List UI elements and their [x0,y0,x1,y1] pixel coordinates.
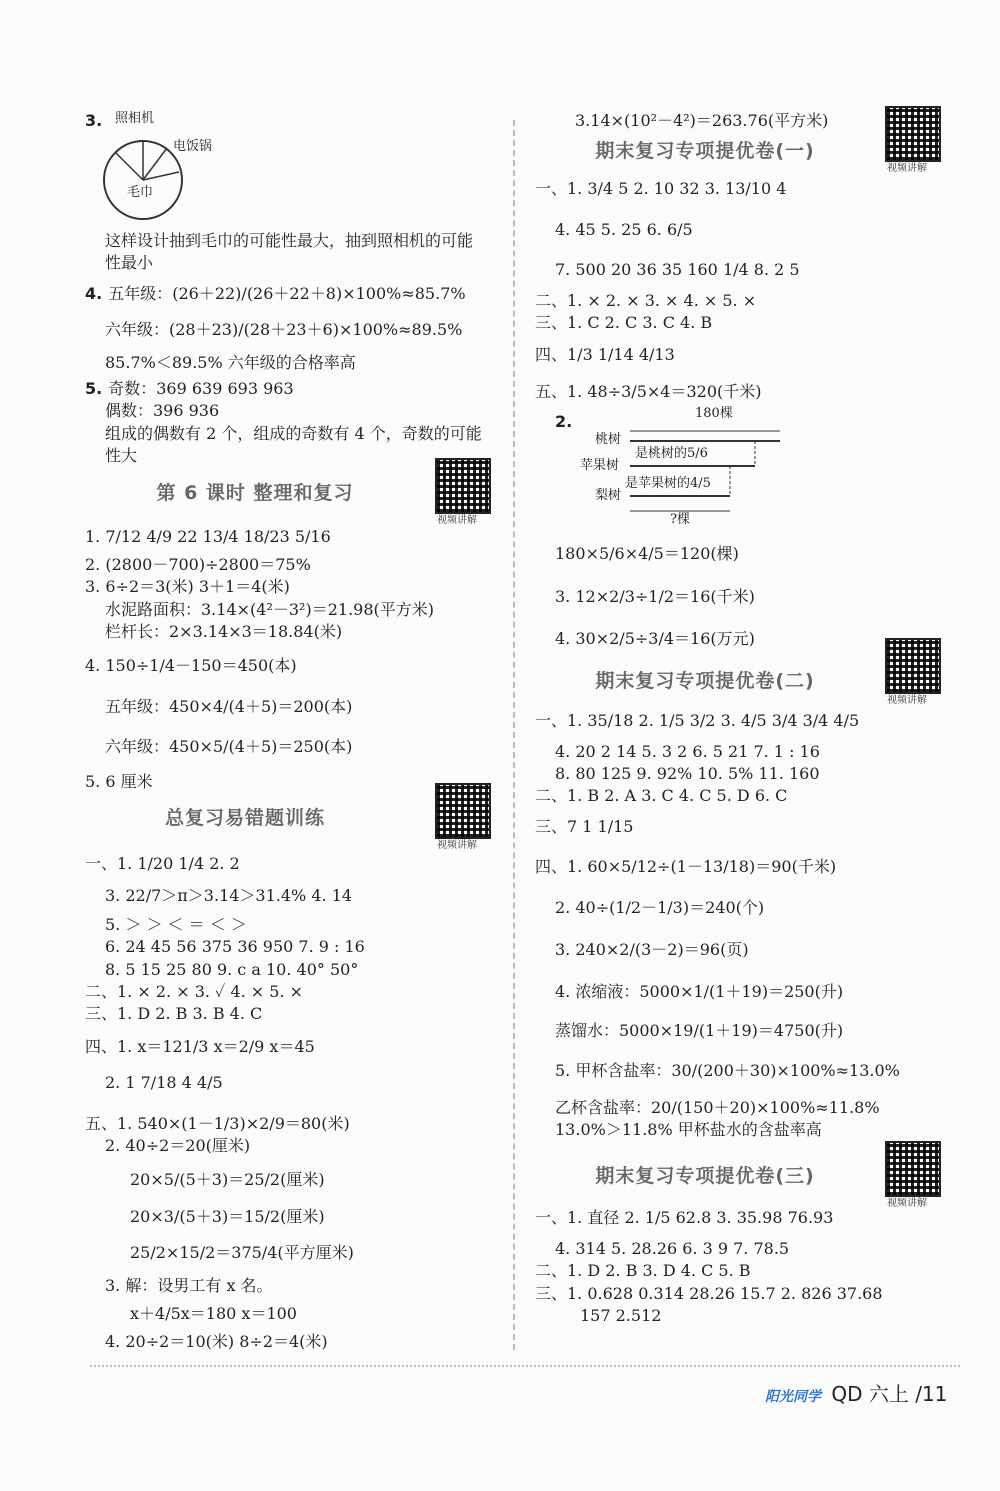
qr-code-exam1[interactable] [885,106,941,162]
exam2-s4-q1: 四、1. 60×5/12÷(1－13/18)＝90(千米) [535,857,837,877]
diagram-pear-label: 梨树 [595,488,622,504]
exam3-s1-q4: 4. 314 5. 28.26 6. 3 9 7. 78.5 [555,1238,790,1258]
exam3-s3b: 157 2.512 [580,1305,662,1325]
qr-code-exam3[interactable] [885,1141,941,1197]
lesson6-q4a: 4. 150÷1/4－150＝450(本) [85,656,297,676]
exam1-s5-q1: 五、1. 48÷3/5×4＝320(千米) [535,381,762,401]
qr-code-review[interactable] [435,783,491,839]
qr-label-exam1: 视频讲解 [887,163,927,175]
probability-pie-chart [103,140,183,220]
exam1-s1-q4: 4. 45 5. 25 6. 6/5 [555,219,693,239]
lesson6-q4c: 六年级：450×5/(4＋5)＝250(本) [105,737,353,757]
lesson6-title: 第 6 课时 整理和复习 [156,481,354,504]
review-s5-q2a: 2. 40÷2＝20(厘米) [105,1135,251,1155]
lesson6-q4b: 五年级：450×4/(4＋5)＝200(本) [105,696,353,716]
exam1-s4: 四、1/3 1/14 4/13 [535,345,675,365]
q5-number: 5. [85,378,103,398]
q5-line-1 [85,378,505,400]
exam2-s1-q4: 4. 20 2 14 5. 3 2 6. 5 21 7. 1 : 16 [555,741,820,761]
exam3-s2: 二、1. D 2. B 3. D 4. C 5. B [535,1261,751,1281]
exam1-s5-q3: 3. 12×2/3÷1/2＝16(千米) [555,586,755,606]
q4-line-3: 85.7%＜89.5% 六年级的合格率高 [105,352,356,372]
q3-block [85,110,505,230]
review-s5-q1: 五、1. 540×(1－1/3)×2/9＝80(米) [85,1113,350,1133]
exam1-s3: 三、1. C 2. C 3. C 4. B [535,312,713,332]
right-column [535,110,955,1327]
q5-line-2: 偶数：396 936 [105,401,220,421]
lesson6-q3c: 栏杆长：2×3.14×3＝18.84(米) [105,622,343,642]
qr-code-lesson6[interactable] [435,458,491,514]
diagram-note1: 是桃树的5/6 [635,446,708,462]
exam1-s2: 二、1. × 2. × 3. × 4. × 5. × [535,290,757,310]
lesson6-q3b: 水泥路面积：3.14×(4²－3²)＝21.98(平方米) [105,599,434,619]
exam2-s4-q4b: 蒸馏水：5000×19/(1＋19)＝4750(升) [555,1020,844,1040]
q5-line-4: 性大 [105,446,138,466]
q5-line-3: 组成的偶数有 2 个，组成的奇数有 4 个，奇数的可能 [105,423,482,443]
exam1-s1-q1: 一、1. 3/4 5 2. 10 32 3. 13/10 4 [535,179,787,199]
exam2-s4-q5b: 乙杯含盐率：20/(150＋20)×100%≈11.8% [555,1097,880,1117]
diagram-total-label: 180棵 [695,406,733,422]
exam3-s1-q1: 一、1. 直径 2. 1/5 62.8 3. 35.98 76.93 [535,1208,834,1228]
lesson6-q5: 5. 6 厘米 [85,771,153,791]
exam1-s5-q4: 4. 30×2/5÷3/4＝16(万元) [555,628,755,648]
review-s1-q5: 5. ＞ ＞ ＜ ＝ ＜ ＞ [105,914,247,934]
exam2-s4-q5a: 5. 甲杯含盐率：30/(200＋30)×100%≈13.0% [555,1061,900,1081]
review-s1-q8: 8. 5 15 25 80 9. c a 10. 40° 50° [105,959,359,979]
review-title: 总复习易错题训练 [164,807,325,830]
lesson6-q2: 2. (2800－700)÷2800＝75% [85,554,311,574]
exam2-s4-q4a: 4. 浓缩液：5000×1/(1＋19)＝250(升) [555,982,844,1002]
exam2-s1-q1: 一、1. 35/18 2. 1/5 3/2 3. 4/5 3/4 3/4 4/5 [535,711,860,731]
exam2-s4-q5c: 13.0%＞11.8% 甲杯盐水的含盐率高 [555,1119,822,1139]
pie-sectors [105,142,181,218]
q5-line-1-text: 奇数：369 639 693 963 [108,378,294,398]
review-header [85,805,505,852]
right-top-line: 3.14×(10²－4²)＝263.76(平方米) [575,111,829,130]
review-s3: 三、1. D 2. B 3. B 4. C [85,1004,263,1024]
exam3-header [535,1163,955,1210]
diagram-apple-label: 苹果树 [580,458,620,474]
exam2-title: 期末复习专项提优卷(二) [595,670,815,693]
review-s5-q2b: 20×5/(5＋3)＝25/2(厘米) [130,1170,325,1190]
review-s4-q1: 四、1. x＝121/3 x＝2/9 x＝45 [85,1036,315,1056]
footer-divider [90,1365,960,1367]
pie-label-camera: 照相机 [115,111,155,126]
diagram-peach-label: 桃树 [595,432,622,448]
exam1-s5-q2-number: 2. [555,412,573,432]
qr-label-exam3: 视频讲解 [887,1198,927,1210]
q3-text-2: 性最小 [105,253,154,273]
exam1-s5-q2 [535,406,955,531]
page-footer [765,1378,947,1407]
q3-text-1: 这样设计抽到毛巾的可能性最大，抽到照相机的可能 [105,231,474,250]
q4-line-2: 六年级：(28＋23)/(28＋23＋6)×100%≈89.5% [105,320,463,340]
exam2-header [535,668,955,707]
review-s1-q1: 一、1. 1/20 1/4 2. 2 [85,854,240,874]
brand-logo: 阳光同学 [765,1389,821,1405]
review-s4-q2: 2. 1 7/18 4 4/5 [105,1073,223,1093]
qr-label-review: 视频讲解 [437,840,477,852]
pie-label-rice-cooker: 电饭锅 [173,139,213,154]
qr-code-exam2[interactable] [885,638,941,694]
review-s1-q6: 6. 24 45 56 375 36 950 7. 9 : 16 [105,937,365,957]
exam3-s3a: 三、1. 0.628 0.314 28.26 15.7 2. 826 37.68 [535,1283,883,1303]
qr-label-exam2: 视频讲解 [887,695,927,707]
lesson6-q3a: 3. 6÷2＝3(米) 3＋1＝4(米) [85,577,290,597]
lesson6-header [85,480,505,526]
q3-number: 3. [85,111,103,130]
q4-line-1-text: 五年级：(26＋22)/(26＋22＋8)×100%≈85.7% [108,283,466,303]
diagram-unknown-label: ?棵 [670,512,690,528]
review-s5-q2d: 25/2×15/2＝375/4(平方厘米) [130,1243,354,1263]
q4-number: 4. [85,283,103,303]
qr-label-lesson6: 视频讲解 [437,514,477,526]
exam1-header [535,138,955,178]
diagram-note2: 是苹果树的4/5 [625,476,711,492]
exam1-title: 期末复习专项提优卷(一) [595,140,815,163]
left-column [85,110,505,1354]
lesson6-q1: 1. 7/12 4/9 22 13/4 18/23 5/16 [85,526,331,546]
exam3-title: 期末复习专项提优卷(三) [595,1165,815,1188]
exam2-s4-q2: 2. 40÷(1/2－1/3)＝240(个) [555,897,765,917]
review-s5-q3b: x＋4/5x＝180 x＝100 [130,1303,297,1323]
review-s1-q3: 3. 22/7＞π＞3.14＞31.4% 4. 14 [105,886,353,906]
exam2-s1-q8: 8. 80 125 9. 92% 10. 5% 11. 160 [555,764,820,784]
review-s2: 二、1. × 2. × 3. ✓ 4. × 5. × [85,981,304,1001]
review-s5-q2c: 20×3/(5＋3)＝15/2(厘米) [130,1206,325,1226]
exam2-s3: 三、7 1 1/15 [535,816,634,836]
pie-label-towel: 毛巾 [127,185,154,200]
footer-page-info: QD 六上 /11 [831,1382,948,1406]
review-s5-q4: 4. 20÷2＝10(米) 8÷2＝4(米) [105,1332,328,1352]
exam2-s4-q3: 3. 240×2/(3－2)＝96(页) [555,940,749,960]
tree-segment-diagram [580,411,910,526]
exam2-s2: 二、1. B 2. A 3. C 4. C 5. D 6. C [535,786,788,806]
exam1-s5-q2a: 180×5/6×4/5＝120(棵) [555,544,739,564]
review-s5-q3a: 3. 解：设男工有 x 名。 [105,1275,273,1295]
column-divider [513,120,515,1350]
q4-line-1 [85,283,505,305]
exam1-s1-q7: 7. 500 20 36 35 160 1/4 8. 2 5 [555,260,800,280]
